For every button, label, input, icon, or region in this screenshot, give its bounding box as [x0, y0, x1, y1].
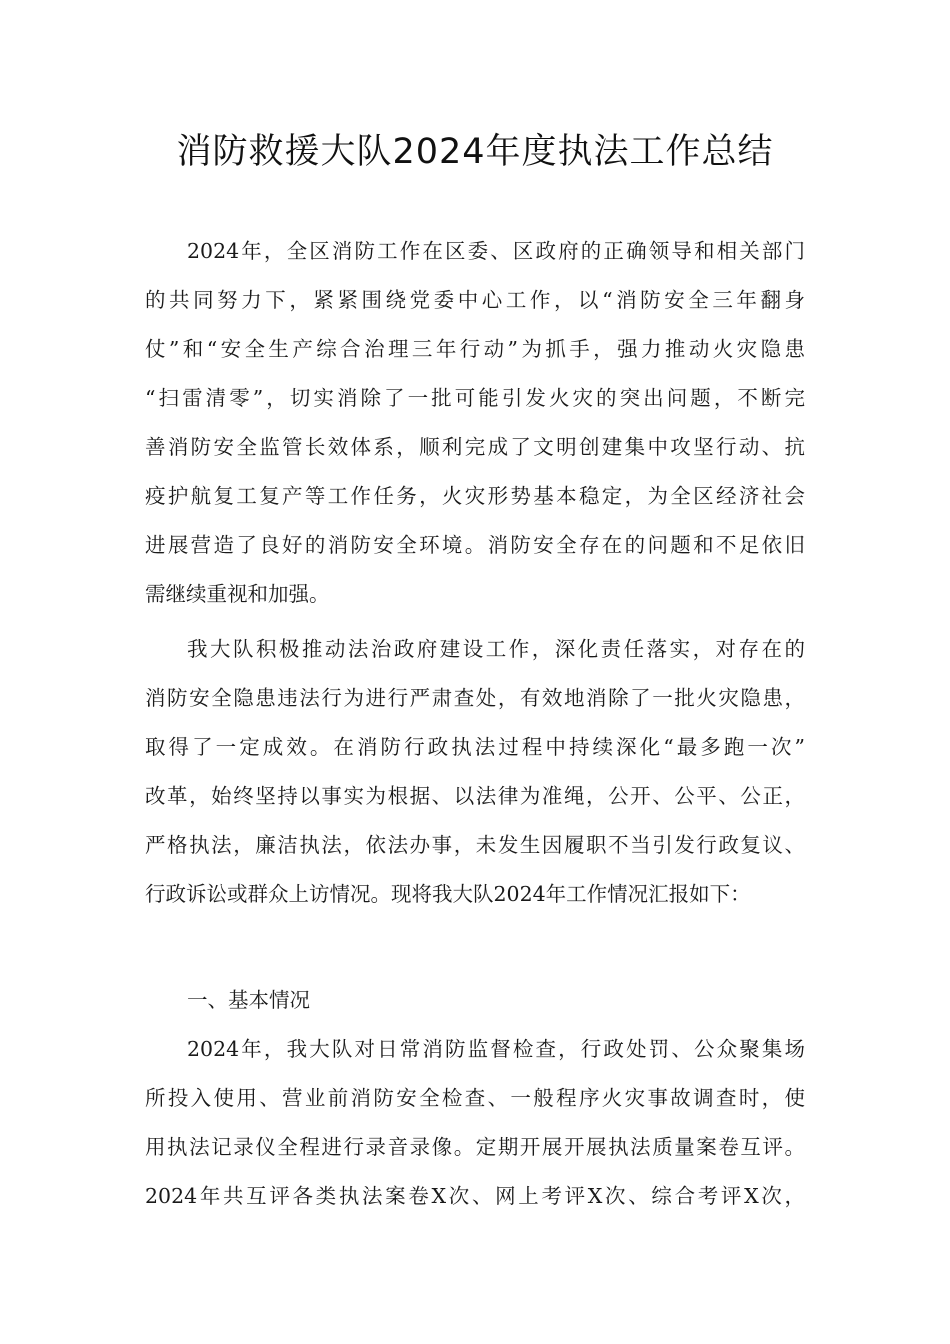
- text-line: 2024年共互评各类执法案卷X次、网上考评X次、综合考评X次，: [145, 1184, 805, 1208]
- paragraph-intro: [145, 227, 805, 619]
- text-line: 行政诉讼或群众上访情况。现将我大队2024年工作情况汇报如下：: [145, 882, 751, 906]
- document-title: 消防救援大队2024年度执法工作总结: [176, 132, 774, 172]
- text-line: 我大队积极推动法治政府建设工作，深化责任落实，对存在的: [187, 637, 805, 661]
- text-line: 的共同努力下，紧紧围绕党委中心工作，以“消防安全三年翻身: [145, 288, 805, 312]
- section-heading: [145, 976, 805, 1025]
- text-line: 所投入使用、营业前消防安全检查、一般程序火灾事故调查时，使: [145, 1086, 805, 1110]
- text-line: 2024年，全区消防工作在区委、区政府的正确领导和相关部门: [187, 239, 805, 263]
- text-line: 善消防安全监管长效体系，顺利完成了文明创建集中攻坚行动、抗: [145, 435, 805, 459]
- text-line: 严格执法，廉洁执法，依法办事，未发生因履职不当引发行政复议、: [145, 833, 805, 857]
- text-line: 需继续重视和加强。: [145, 582, 330, 606]
- text-line: 进展营造了良好的消防安全环境。消防安全存在的问题和不足依旧: [145, 533, 805, 557]
- paragraph-overview: [145, 625, 805, 919]
- text-line: 疫护航复工复产等工作任务，火灾形势基本稳定，为全区经济社会: [145, 484, 805, 508]
- text-line: 2024年，我大队对日常消防监督检查，行政处罚、公众聚集场: [187, 1037, 805, 1061]
- text-line: “扫雷清零”，切实消除了一批可能引发火灾的突出问题，不断完: [145, 386, 805, 410]
- text-line: 取得了一定成效。在消防行政执法过程中持续深化“最多跑一次”: [145, 735, 805, 759]
- text-line: 仗”和“安全生产综合治理三年行动”为抓手，强力推动火灾隐患: [145, 337, 805, 361]
- text-line: 消防安全隐患违法行为进行严肃查处，有效地消除了一批火灾隐患，: [145, 686, 805, 710]
- text-line: 改革，始终坚持以事实为根据、以法律为准绳，公开、公平、公正，: [145, 784, 805, 808]
- text-line: 用执法记录仪全程进行录音录像。定期开展开展执法质量案卷互评。: [145, 1135, 805, 1159]
- paragraph-basic-situation: [145, 1025, 805, 1221]
- section-heading-text: 一、基本情况: [187, 988, 310, 1012]
